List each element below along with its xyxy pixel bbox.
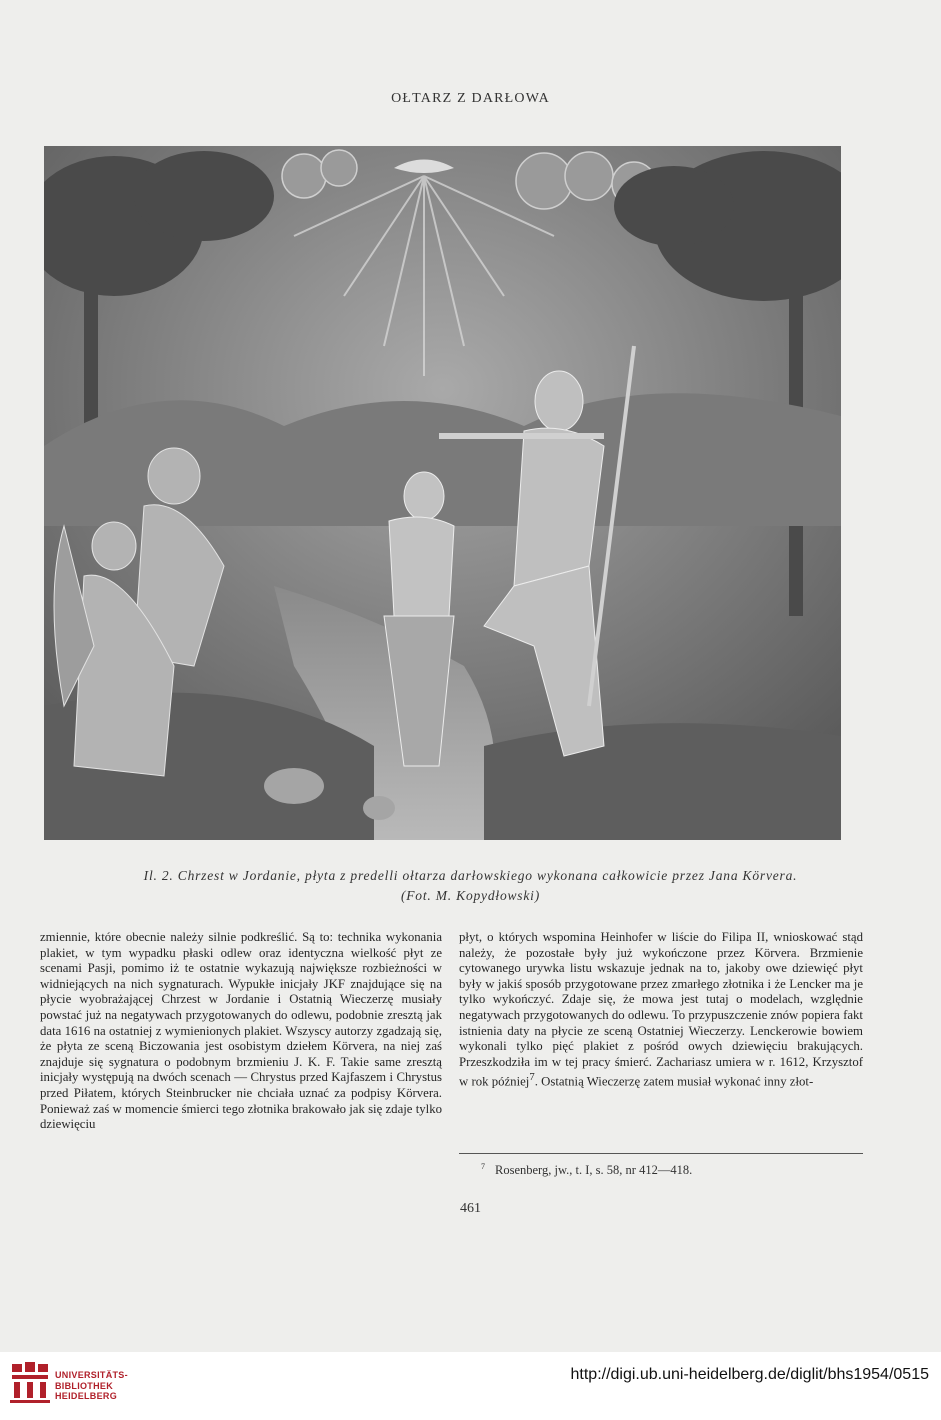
right-column-paragraph [459, 930, 863, 1090]
footnote-text: Rosenberg, jw., t. I, s. 58, nr 412—418. [495, 1163, 693, 1178]
running-head: OŁTARZ Z DARŁOWA [391, 91, 550, 106]
library-name-line1: UNIVERSITÄTS- [55, 1370, 128, 1380]
footnote-divider [459, 1153, 863, 1154]
figure-caption [40, 866, 901, 906]
library-name[interactable] [55, 1370, 128, 1402]
body-text-right-column [459, 930, 863, 1090]
figure-caption-credit: (Fot. M. Kopydłowski) [400, 888, 541, 903]
figure-caption-title: Il. 2. Chrzest w Jordanie, płyta z predelli ołtarza darłowskiego wykonana całkowicie przez Jana Körvera. [143, 868, 798, 883]
university-library-logo-icon[interactable] [10, 1360, 50, 1404]
library-name-line2: BIBLIOTHEK [55, 1380, 113, 1391]
page-number: 461 [460, 1201, 481, 1216]
body-text-left-column [40, 930, 442, 1133]
left-column-paragraph: zmiennie, które obecnie należy silnie podkreślić. Są to: technika wykonania plakiet, w tym wypadku płaski odlew oraz identyczna wielkość płyt ze scenami Pasji, pomimo iż te ostatnie wykazują największe rozbieżności w widniejących na nich sygnaturach. Wypukłe inicjały JKF znajdujące się na płycie wyobrażającej Chrzest w Jordanie i Ostatnią Wieczerzę musiały powstać już na negatywach przygotowanych do odlewu, podobnie zresztą jak data 1616 na ostatniej z wymienionych plakiet. Wszyscy autorzy zgadzają się, że płyta ze sceną Biczowania jest osobistym dziełem Körvera, na niej zaś znajduje się sygnatura o podobnym brzmieniu J. K. F. Takie same zresztą inicjały występują na dwóch scenach — Chrystus przed Kajfaszem i Chrystus przed Piłatem, których Steinbrucker nie chciała uznać za podpisy Körvera. Ponieważ zaś w momencie śmierci tego złotnika brakowało jak się zdaje tylko dziewięciu [40, 930, 442, 1132]
source-url-link[interactable]: http://digi.ub.uni-heidelberg.de/diglit/bhs1954/0515 [570, 1366, 929, 1383]
right-column-text-end: . Ostatnią Wieczerzę zatem musiał wykonać inny złot- [534, 1074, 814, 1089]
library-name-line3: HEIDELBERG [55, 1391, 118, 1401]
footnote-number: 7 [481, 1162, 485, 1171]
baptism-relief-plate-image [44, 146, 841, 840]
footnote-reference: 7 [529, 1072, 535, 1084]
right-column-text: płyt, o których wspomina Heinhofer w liście do Filipa II, wnioskować stąd należy, że pozostałe były już wykończone przez Körvera. Brzmienie cytowanego urywka listu wskazuje jednak na to, jakoby owe dziewięć płyt były w jakiś sposób przygotowane przez zmarłego złotnika i że Lencker ma je tylko wykończyć. Zdaje się, że mowa jest tutaj o modelach, względnie negatywach przygotowanych do odlewu. To przypuszczenie znów popiera fakt istnienia daty na płycie ze sceną Ostatniej Wieczerzy. Lenckerowie bowiem wykonali tylko pięć plakiet z pośród owych dziewięciu brakujących. Przeszkodziła im w tej pracy śmierć. Zachariasz umiera w r. 1612, Krzysztof w rok później [459, 930, 863, 1089]
viewer-footer-bar [0, 1352, 941, 1420]
footnote [481, 1162, 692, 1178]
